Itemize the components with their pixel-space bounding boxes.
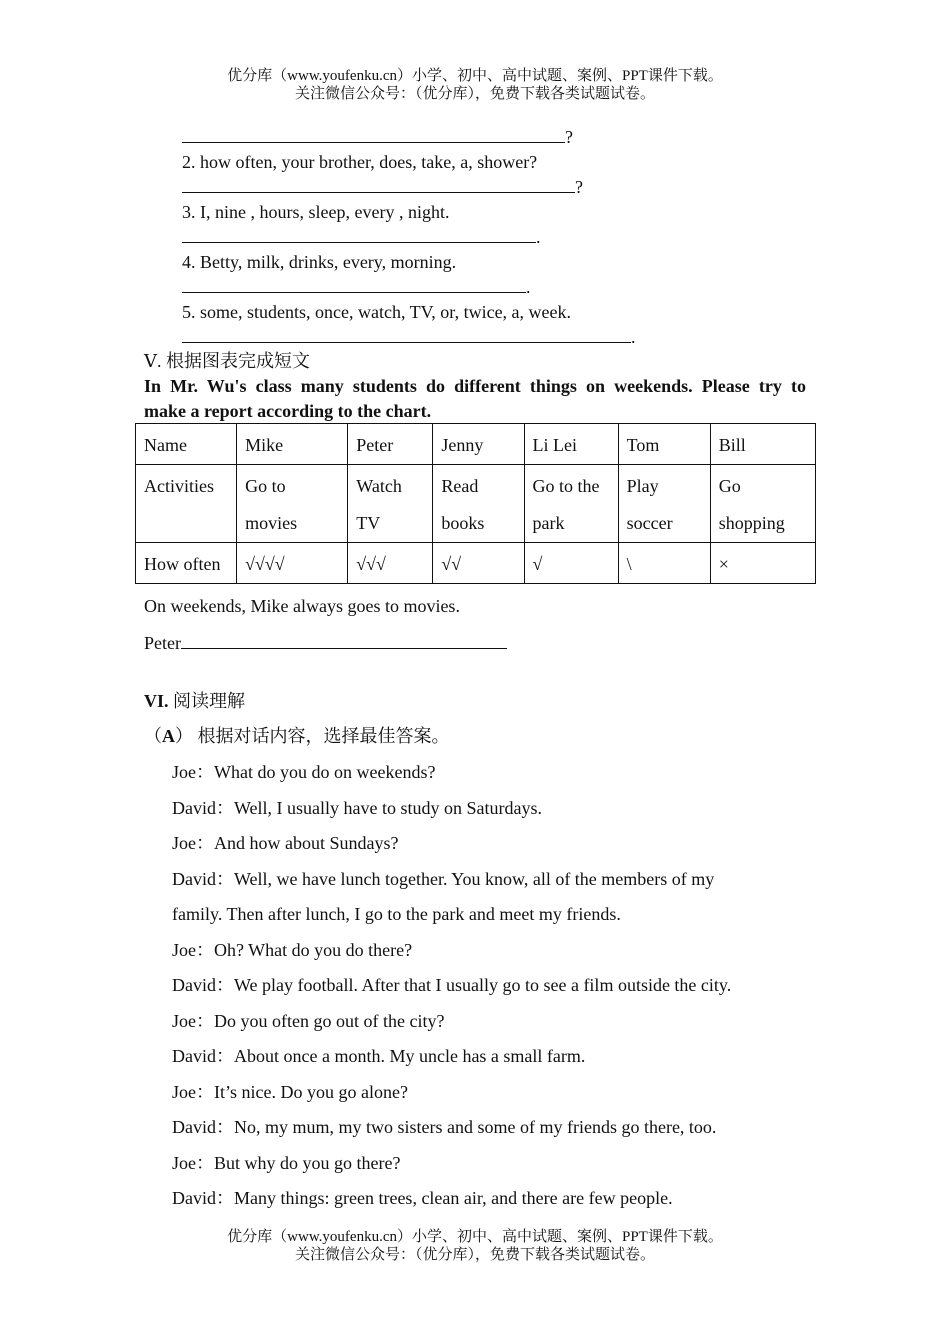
- dialogue-line: Joe：What do you do on weekends?: [172, 762, 436, 782]
- section-5-title: Ⅴ. 根据图表完成短文: [144, 351, 310, 371]
- activity-cell: Go shopping: [710, 465, 815, 543]
- example-sentence: On weekends, Mike always goes to movies.: [144, 596, 460, 616]
- answer-line-4-end: .: [526, 277, 531, 297]
- frequency-cell: ×: [710, 543, 815, 584]
- peter-prompt: Peter: [144, 633, 181, 653]
- dialogue-line: David：No, my mum, my two sisters and some of my friends go there, too.: [172, 1117, 717, 1137]
- frequency-cell: \: [618, 543, 710, 584]
- answer-line-3: [182, 226, 541, 248]
- section-5-instruction-2: make a report according to the chart.: [144, 401, 432, 421]
- section-6-number: VI.: [144, 691, 169, 711]
- dialogue-line: Joe：Oh? What do you do there?: [172, 940, 413, 960]
- peter-answer-line: [144, 632, 507, 654]
- activity-cell: Watch TV: [348, 465, 433, 543]
- dialogue-line: family. Then after lunch, I go to the park and meet my friends.: [172, 904, 621, 924]
- question-3: 3. I, nine , hours, sleep, every , night.: [182, 202, 450, 222]
- activity-cell: Go to the park: [524, 465, 618, 543]
- name-cell: Jenny: [433, 424, 524, 465]
- name-cell: Li Lei: [524, 424, 618, 465]
- page-footer: [0, 1228, 950, 1264]
- dialogue-line: David：About once a month. My uncle has a small farm.: [172, 1046, 586, 1066]
- answer-line-4: [182, 276, 531, 298]
- dialogue-line: Joe：But why do you go there?: [172, 1153, 401, 1173]
- header-line-2: 关注微信公众号：（优分库），免费下载各类试题试卷。: [294, 86, 655, 102]
- dialogue-line: Joe：It’s nice. Do you go alone?: [172, 1082, 408, 1102]
- activity-cell: Go to movies: [237, 465, 348, 543]
- answer-line-2-end: ?: [575, 177, 583, 197]
- footer-line-1: 优分库（www.youfenku.cn）小学、初中、高中试题、案例、PPT课件下载。: [227, 1229, 723, 1245]
- answer-line-5: [182, 326, 636, 348]
- part-a-letter: A: [162, 726, 175, 746]
- activity-cell: Play soccer: [618, 465, 710, 543]
- dialogue-line: David：Well, we have lunch together. You know, all of the members of my: [172, 869, 715, 889]
- question-4: 4. Betty, milk, drinks, every, morning.: [182, 252, 457, 272]
- page-header: [0, 67, 950, 103]
- dialogue-line: Joe：And how about Sundays?: [172, 833, 399, 853]
- question-2: 2. how often, your brother, does, take, a, shower?: [182, 152, 538, 172]
- activities-chart: [135, 423, 816, 584]
- footer-line-2: 关注微信公众号：（优分库），免费下载各类试题试卷。: [294, 1247, 655, 1263]
- dialogue-line: David：Well, I usually have to study on Saturdays.: [172, 798, 542, 818]
- question-5: 5. some, students, once, watch, TV, or, twice, a, week.: [182, 302, 572, 322]
- section-6-title: [144, 690, 245, 712]
- frequency-cell: √√√: [348, 543, 433, 584]
- section-6-text: 阅读理解: [168, 691, 246, 711]
- dialogue-line: David：We play football. After that I usually go to see a film outside the city.: [172, 975, 732, 995]
- name-cell: Bill: [710, 424, 815, 465]
- row-label-how-often: How often: [136, 543, 237, 584]
- frequency-cell: √√: [433, 543, 524, 584]
- chart-row-how-often: [136, 543, 816, 584]
- section-5-instruction-1: In Mr. Wu's class many students do different things on weekends. Please try to: [144, 376, 806, 396]
- answer-line-1: [182, 126, 573, 148]
- frequency-cell: √: [524, 543, 618, 584]
- name-cell: Tom: [618, 424, 710, 465]
- row-label-name: Name: [136, 424, 237, 465]
- chart-row-activities: [136, 465, 816, 543]
- answer-line-1-end: ?: [565, 127, 573, 147]
- chart-row-name: [136, 424, 816, 465]
- name-cell: Mike: [237, 424, 348, 465]
- activity-cell: Read books: [433, 465, 524, 543]
- answer-line-5-end: .: [631, 327, 636, 347]
- part-a-instruction: （A） 根据对话内容，选择最佳答案。: [144, 726, 450, 746]
- row-label-activities: Activities: [136, 465, 237, 543]
- header-line-1: 优分库（www.youfenku.cn）小学、初中、高中试题、案例、PPT课件下载。: [227, 68, 723, 84]
- answer-line-3-end: .: [536, 227, 541, 247]
- name-cell: Peter: [348, 424, 433, 465]
- dialogue-line: Joe：Do you often go out of the city?: [172, 1011, 445, 1031]
- dialogue-line: David：Many things: green trees, clean air, and there are few people.: [172, 1188, 673, 1208]
- answer-line-2: [182, 176, 583, 198]
- frequency-cell: √√√√: [237, 543, 348, 584]
